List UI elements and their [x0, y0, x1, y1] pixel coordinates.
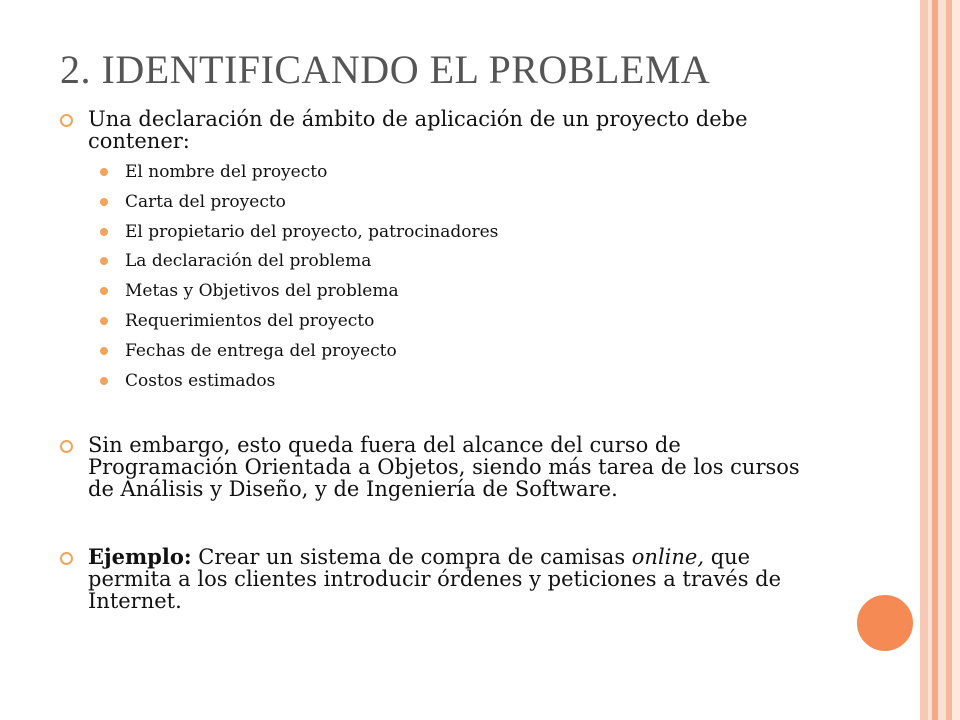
list-item — [88, 341, 830, 371]
ring-bullet-icon — [60, 440, 73, 453]
list-item-text: La declaración del problema — [125, 251, 372, 272]
dot-bullet-icon — [100, 317, 108, 325]
list-item — [88, 371, 830, 401]
slide-content — [60, 108, 830, 612]
bullet-text: Una declaración de ámbito de aplicación de un proyecto debe contener: — [88, 107, 748, 153]
decorative-circle — [855, 593, 915, 653]
example-text-italic: online, — [631, 545, 705, 570]
list-item — [88, 162, 830, 192]
dot-bullet-icon — [100, 347, 108, 355]
dot-bullet-icon — [100, 287, 108, 295]
bullet-text: Sin embargo, esto queda fuera del alcance del curso de Programación Orientada a Objetos, siendo más tarea de los cursos de Análisis y Diseño, y de Ingeniería de Software. — [88, 433, 800, 502]
list-item-text: Costos estimados — [125, 370, 276, 391]
bullet-out-of-scope — [60, 434, 830, 500]
list-item — [88, 311, 830, 341]
example-label: Ejemplo: — [88, 544, 192, 570]
list-item — [88, 251, 830, 281]
bullet-example — [60, 546, 830, 612]
decorative-stripe — [938, 0, 946, 720]
list-item-text: El nombre del proyecto — [125, 162, 328, 182]
bullet-scope-statement — [60, 108, 830, 400]
list-item — [88, 192, 830, 222]
list-item — [88, 281, 830, 311]
main-bullet-list — [60, 108, 830, 612]
dot-bullet-icon — [100, 198, 108, 206]
dot-bullet-icon — [100, 228, 108, 236]
dot-bullet-icon — [100, 257, 108, 265]
example-text-before: Crear un sistema de compra de camisas — [191, 545, 632, 570]
list-item-text: El propietario del proyecto, patrocinadores — [125, 221, 499, 242]
slide-title: 2. IDENTIFICANDO EL PROBLEMA — [60, 47, 711, 92]
list-item-text: Metas y Objetivos del problema — [125, 281, 399, 302]
list-item-text: Fechas de entrega del proyecto — [125, 340, 397, 361]
list-item — [88, 222, 830, 252]
dot-bullet-icon — [100, 168, 108, 176]
decorative-stripe — [920, 0, 928, 720]
ring-bullet-icon — [60, 552, 73, 565]
example-text-after: que permita a los clientes introducir órdenes y peticiones a través de Internet. — [88, 545, 782, 614]
sub-bullet-list — [88, 162, 830, 400]
dot-bullet-icon — [100, 377, 108, 385]
list-item-text: Requerimientos del proyecto — [125, 310, 375, 331]
ring-bullet-icon — [60, 114, 73, 127]
list-item-text: Carta del proyecto — [125, 191, 286, 212]
decorative-stripe — [952, 0, 960, 720]
